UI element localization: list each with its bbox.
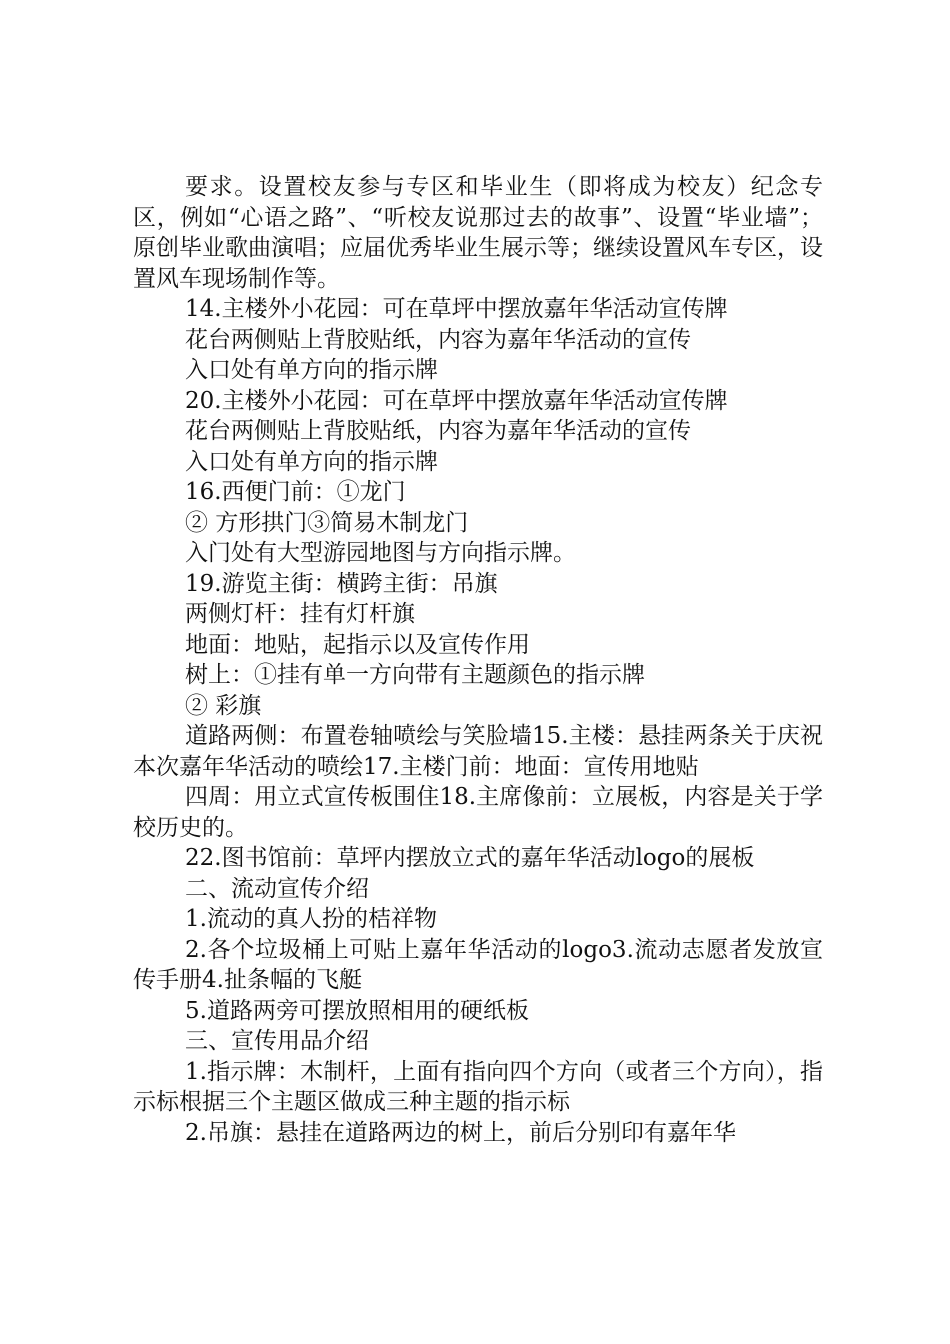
section-heading: 三、宣传用品介绍	[185, 1028, 369, 1054]
paragraph: 地面：地贴，起指示以及宣传作用	[185, 631, 530, 658]
paragraph: 22.图书馆前：草坪内摆放立式的嘉年华活动logo的展板	[185, 845, 755, 871]
paragraph: 入口处有单方向的指示牌	[185, 357, 438, 383]
paragraph: 1.流动的真人扮的桔祥物	[185, 906, 437, 932]
paragraph: 要求。设置校友参与专区和毕业生（即将成为校友）纪念专区，例如“心语之路”、“听校友说那过去的故事”、设置“毕业墙”；原创毕业歌曲演唱；应届优秀毕业生展示等；继续设置风车专区，设置风车现场制作等。	[133, 174, 823, 292]
paragraph: ② 彩旗	[185, 692, 262, 719]
paragraph: 花台两侧贴上背胶贴纸，内容为嘉年华活动的宣传	[185, 326, 691, 353]
paragraph: 两侧灯杆：挂有灯杆旗	[185, 601, 415, 627]
paragraph: 花台两侧贴上背胶贴纸，内容为嘉年华活动的宣传	[185, 418, 691, 444]
paragraph: 道路两侧：布置卷轴喷绘与笑脸墙15.主楼：悬挂两条关于庆祝本次嘉年华活动的喷绘17.主楼门前：地面：宣传用地贴	[133, 723, 823, 780]
paragraph: 2.各个垃圾桶上可贴上嘉年华活动的logo3.流动志愿者发放宣传手册4.扯条幅的飞艇	[133, 936, 823, 993]
paragraph: 19.游览主街：横跨主街：吊旗	[185, 570, 498, 597]
paragraph: 2.吊旗：悬挂在道路两边的树上，前后分别印有嘉年华	[185, 1119, 736, 1146]
paragraph: 5.道路两旁可摆放照相用的硬纸板	[185, 997, 529, 1024]
document-body	[133, 172, 823, 1148]
paragraph: 入门处有大型游园地图与方向指示牌。	[185, 540, 576, 566]
paragraph: 16.西便门前：①龙门	[185, 479, 406, 505]
paragraph: 14.主楼外小花园：可在草坪中摆放嘉年华活动宣传牌	[185, 296, 728, 322]
paragraph: 20.主楼外小花园：可在草坪中摆放嘉年华活动宣传牌	[185, 387, 728, 414]
paragraph: 入口处有单方向的指示牌	[185, 448, 438, 475]
paragraph: ② 方形拱门③简易木制龙门	[185, 509, 469, 536]
paragraph: 四周：用立式宣传板围住18.主席像前：立展板，内容是关于学校历史的。	[133, 784, 823, 841]
paragraph: 树上：①挂有单一方向带有主题颜色的指示牌	[185, 662, 645, 688]
section-heading: 二、流动宣传介绍	[185, 875, 369, 902]
paragraph: 1.指示牌：木制杆，上面有指向四个方向（或者三个方向），指示标根据三个主题区做成三种主题的指示标	[133, 1058, 823, 1115]
